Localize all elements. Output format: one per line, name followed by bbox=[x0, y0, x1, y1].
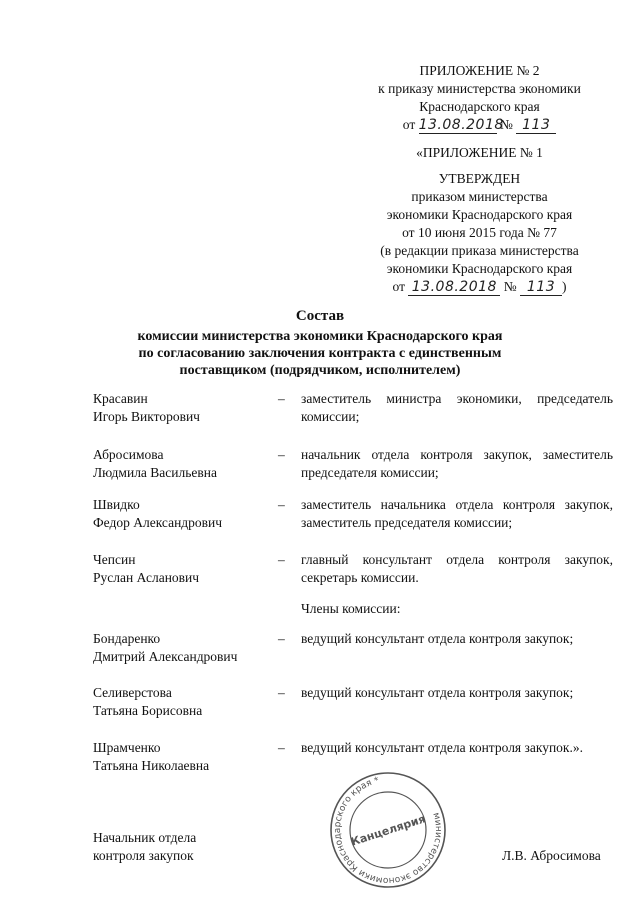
member-dash: – bbox=[278, 631, 285, 646]
appendix-date: 13.08.2018 bbox=[418, 117, 504, 133]
approval-line-3: от 10 июня 2015 года № 77 bbox=[402, 225, 557, 240]
member-name bbox=[93, 739, 273, 775]
approval-date: 13.08.2018 bbox=[408, 280, 500, 296]
member-role: ведущий консультант отдела контроля закупок; bbox=[301, 685, 574, 700]
approval-number-prefix: № bbox=[503, 279, 517, 294]
footer-position bbox=[93, 829, 196, 865]
stamp-ring-text: министерство экономики Краснодарского края * bbox=[332, 775, 444, 886]
footer-position-line-1: Начальник отдела bbox=[93, 830, 197, 845]
approval-close-paren: ) bbox=[562, 279, 567, 294]
member-given-name: Людмила Васильевна bbox=[93, 465, 217, 480]
approval-line-2: экономики Краснодарского края bbox=[386, 207, 573, 222]
member-surname: Абросимова bbox=[93, 447, 164, 462]
approval-line-1: приказом министерства bbox=[411, 189, 548, 204]
member-surname: Селиверстова bbox=[93, 685, 172, 700]
member-role: главный консультант отдела контроля закупок, секретарь комиссии. bbox=[301, 552, 613, 585]
member-surname: Швидко bbox=[93, 497, 140, 512]
signature-name: Л.В. Абросимова bbox=[502, 848, 601, 863]
appendix-line-2: Краснодарского края bbox=[419, 99, 540, 114]
approval-line-4: (в редакции приказа министерства bbox=[380, 243, 579, 258]
member-name bbox=[93, 551, 273, 587]
heading-line-2: по согласованию заключения контракта с единственным bbox=[138, 346, 502, 361]
member-role: заместитель министра экономики, председатель комиссии; bbox=[301, 391, 613, 424]
appendix-title: ПРИЛОЖЕНИЕ № 2 bbox=[419, 63, 540, 78]
stamp-center-text: Канцелярия bbox=[349, 812, 427, 849]
member-surname: Красавин bbox=[93, 391, 148, 406]
approval-block bbox=[352, 144, 607, 296]
heading-line-3: поставщиком (подрядчиком, исполнителем) bbox=[179, 363, 461, 378]
approval-line-5: экономики Краснодарского края bbox=[386, 261, 573, 276]
member-dash: – bbox=[278, 552, 285, 567]
member-role: ведущий консультант отдела контроля закупок; bbox=[301, 631, 574, 646]
member-name bbox=[93, 390, 273, 426]
approval-date-line bbox=[352, 278, 607, 296]
heading-line-1: комиссии министерства экономики Краснодарского края bbox=[137, 329, 503, 344]
member-given-name: Татьяна Николаевна bbox=[93, 758, 210, 773]
member-dash: – bbox=[278, 447, 285, 462]
member-given-name: Игорь Викторович bbox=[93, 409, 200, 424]
appendix-block bbox=[352, 62, 607, 134]
member-dash: – bbox=[278, 740, 285, 755]
approval-title: «ПРИЛОЖЕНИЕ № 1 bbox=[416, 145, 543, 160]
member-surname: Бондаренко bbox=[93, 631, 161, 646]
footer-position-line-2: контроля закупок bbox=[93, 848, 194, 863]
appendix-date-line bbox=[352, 116, 607, 134]
member-given-name: Руслан Асланович bbox=[93, 570, 200, 585]
member-role: заместитель начальника отдела контроля закупок, заместитель председателя комиссии; bbox=[301, 497, 613, 530]
member-surname: Чепсин bbox=[93, 552, 136, 567]
appendix-from-prefix: от bbox=[402, 117, 416, 132]
approval-approved: УТВЕРЖДЕН bbox=[438, 171, 521, 186]
member-name bbox=[93, 630, 273, 666]
approval-from-prefix: от bbox=[392, 279, 405, 294]
appendix-number: 113 bbox=[516, 118, 556, 134]
member-name bbox=[93, 446, 273, 482]
member-given-name: Татьяна Борисовна bbox=[93, 703, 203, 718]
members-label: Члены комиссии: bbox=[301, 601, 401, 616]
member-name bbox=[93, 496, 273, 532]
member-role: начальник отдела контроля закупок, заместитель председателя комиссии; bbox=[301, 447, 613, 480]
member-dash: – bbox=[278, 391, 285, 406]
appendix-line-1: к приказу министерства экономики bbox=[378, 81, 581, 96]
office-stamp bbox=[328, 770, 448, 890]
approval-number: 113 bbox=[520, 280, 562, 296]
member-given-name: Федор Александрович bbox=[93, 515, 223, 530]
member-name bbox=[93, 684, 273, 720]
appendix-number-prefix: № bbox=[499, 117, 513, 132]
document-title: Состав bbox=[295, 308, 345, 324]
member-dash: – bbox=[278, 685, 285, 700]
member-dash: – bbox=[278, 497, 285, 512]
member-given-name: Дмитрий Александрович bbox=[93, 649, 238, 664]
member-surname: Шрамченко bbox=[93, 740, 161, 755]
member-role: ведущий консультант отдела контроля закупок.». bbox=[301, 740, 583, 755]
